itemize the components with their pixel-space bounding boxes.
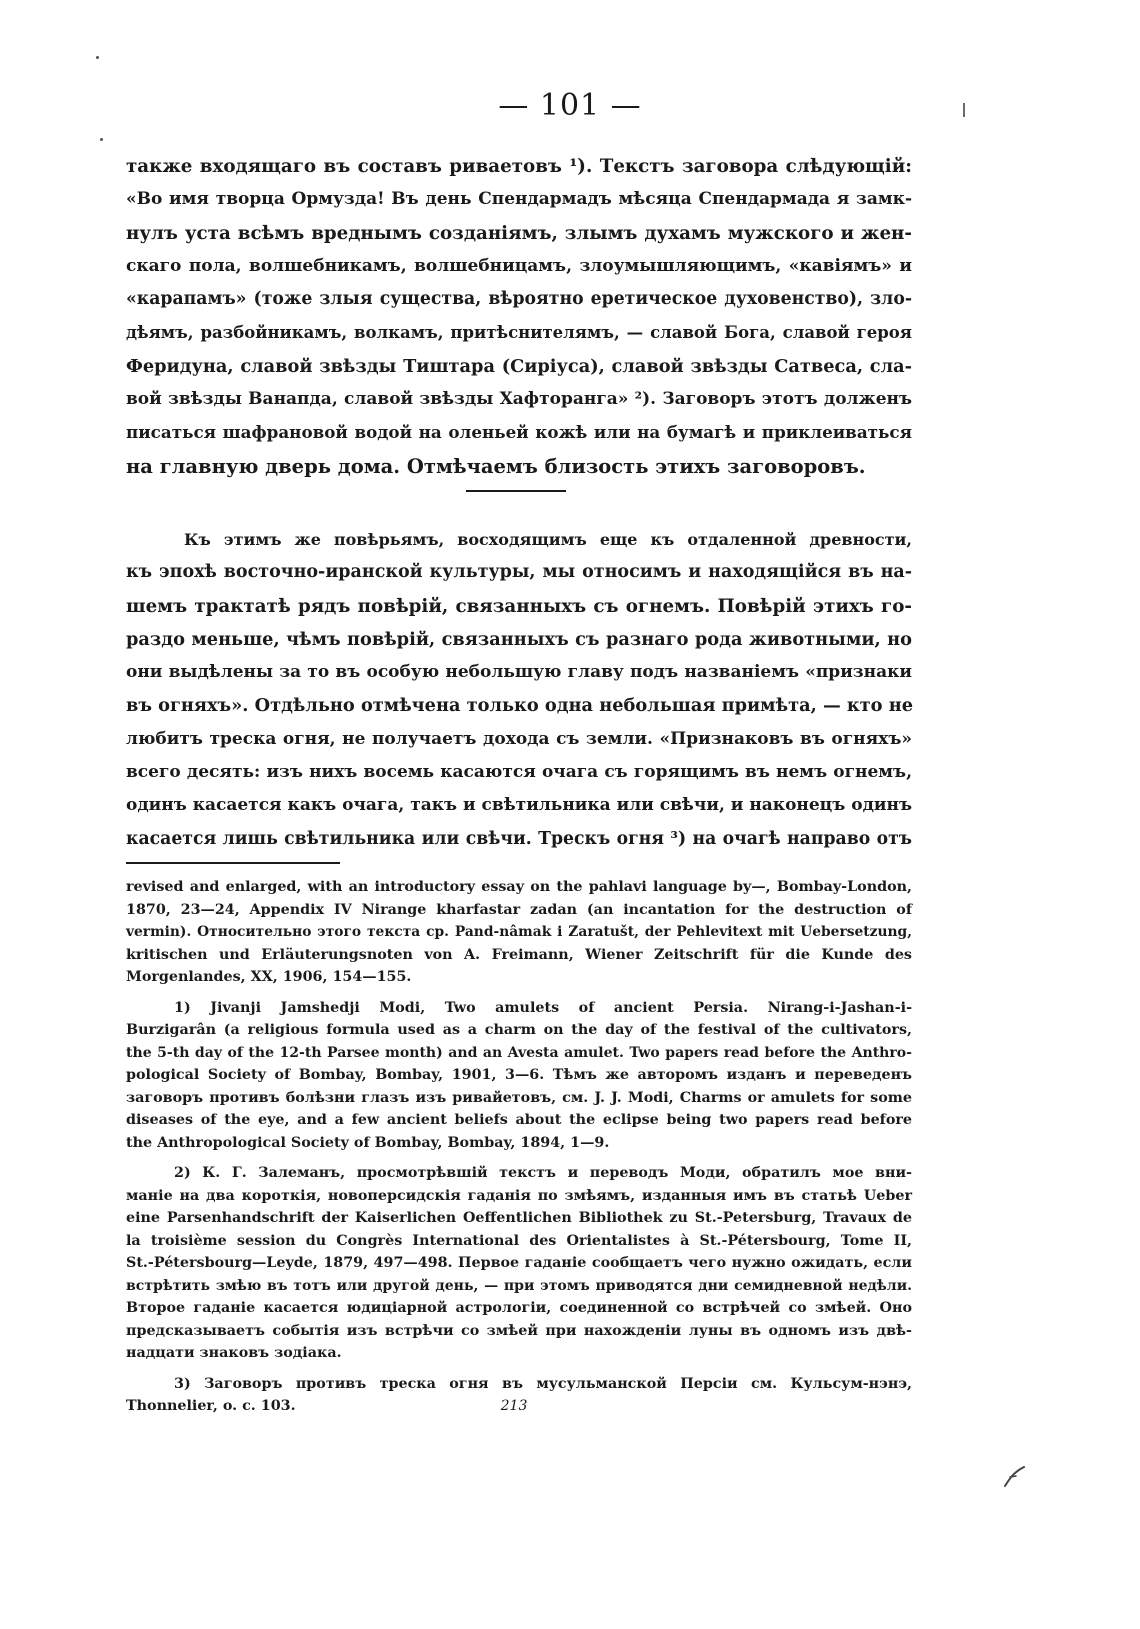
footnote-line: 2) К. Г. Залеманъ, просмотрѣвшій текстъ и переводъ Моди, обратилъ мое вни- xyxy=(174,1165,912,1181)
footnote-line: 1870, 23—24, Appendix IV Nirange kharfastar zadan (an incantation for the destruction of xyxy=(126,901,912,918)
text-line: къ эпохѣ восточно-иранской культуры, мы относимъ и находящійся въ на- xyxy=(126,562,912,583)
footnote-line: pological Society of Bombay, Bombay, 1901, 3—6. Тѣмъ же авторомъ изданъ и переведенъ xyxy=(126,1067,912,1083)
footnote-line: eine Parsenhandschrift der Kaiserlichen Oeffentlichen Bibliothek zu St.-Petersburg, Travaux de xyxy=(126,1210,912,1226)
text-line: на главную дверь дома. Отмѣчаемъ близость этихъ заговоровъ. xyxy=(126,454,866,478)
footnote-divider xyxy=(126,862,340,864)
text-line: Къ этимъ же повѣрьямъ, восходящимъ еще къ отдаленной древности, xyxy=(184,530,912,549)
footnote-line: vermin). Относительно этого текста ср. Pand-nâmak i Zaratušt, der Pehlevitext mit Uebersetzung, xyxy=(126,924,912,940)
text-line: одинъ касается какъ очага, такъ и свѣтильника или свѣчи, и наконецъ одинъ xyxy=(126,795,912,816)
text-line: Феридуна, славой звѣзды Тиштара (Сиріуса), славой звѣзды Сатвеса, сла- xyxy=(126,355,912,377)
text-line: раздо меньше, чѣмъ повѣрій, связанныхъ съ разнаго рода животными, но xyxy=(126,628,912,650)
text-line: въ огняхъ». Отдѣльно отмѣчена только одна небольшая примѣта, — кто не xyxy=(126,695,913,717)
paragraph-2 xyxy=(126,523,912,856)
footnote-line: 3) Заговоръ противъ треска огня въ мусульманской Персіи см. Кульсум-нэнэ, xyxy=(174,1375,912,1392)
paragraph-1 xyxy=(126,150,912,483)
text-line: вой звѣзды Ванапда, славой звѣзды Хафторанга» ²). Заговоръ этотъ долженъ xyxy=(126,389,912,410)
section-divider xyxy=(466,490,566,492)
text-line: любитъ треска огня, не получаетъ дохода съ земли. «Признаковъ въ огняхъ» xyxy=(126,728,912,749)
text-line: шемъ трактатѣ рядъ повѣрій, связанныхъ съ огнемъ. Повѣрій этихъ го- xyxy=(126,595,912,617)
text-line: всего десять: изъ нихъ восемь касаются очага съ горящимъ въ немъ огнемъ, xyxy=(126,762,912,783)
footnote-continued xyxy=(126,876,912,989)
scan-speck xyxy=(96,56,99,59)
footnote-line: Thonnelier, o. c. 103. xyxy=(126,1398,296,1414)
text-line: «карапамъ» (тоже злыя существа, вѣроятно еретическое духовенство), зло- xyxy=(126,289,912,310)
footnote-2 xyxy=(126,1162,912,1365)
text-line: «Во имя творца Ормузда! Въ день Спендармадъ мѣсяца Спендармада я замк- xyxy=(126,189,912,210)
footnote-line: Morgenlandes, XX, 1906, 154—155. xyxy=(126,969,412,985)
footnote-line: встрѣтить змѣю въ тотъ или другой день, — при этомъ приводятся дни семидневной недѣли. xyxy=(126,1277,912,1294)
footnote-line: St.-Pétersbourg—Leyde, 1879, 497—498. Первое гаданіе сообщаетъ чего нужно ожидать, если xyxy=(126,1255,912,1271)
footnote-1 xyxy=(126,997,912,1155)
footnote-line: Второе гаданіе касается юдиціарной астрологіи, соединенной со встрѣчей со змѣей. Оно xyxy=(126,1300,912,1316)
footnote-line: 1) Jivanji Jamshedji Modi, Two amulets of ancient Persia. Nirang-i-Jashan-i- xyxy=(174,999,912,1016)
text-line: также входящаго въ составъ риваетовъ ¹). Текстъ заговора слѣдующій: xyxy=(126,156,912,177)
scan-speck xyxy=(100,138,103,141)
footnote-line: revised and enlarged, with an introductory essay on the pahlavi language by—, Bombay-London, xyxy=(126,879,912,895)
footnote-line: надцати знаковъ зодіака. xyxy=(126,1345,342,1361)
footnote-line: diseases of the eye, and a few ancient beliefs about the eclipse being two papers read before xyxy=(126,1112,912,1128)
text-line: скаго пола, волшебникамъ, волшебницамъ, злоумышляющимъ, «кавіямъ» и xyxy=(126,255,912,276)
pen-mark xyxy=(1002,1464,1028,1488)
footnote-line: the 5-th day of the 12-th Parsee month) and an Avesta amulet. Two papers read before the Anthro- xyxy=(126,1044,912,1061)
footnote-line: la troisième session du Congrès International des Orientalistes à St.-Pétersbourg, Tome II, xyxy=(126,1232,912,1249)
text-line: писаться шафрановой водой на оленьей кожѣ или на бумагѣ и приклеиваться xyxy=(126,422,912,443)
page-number: — 101 — xyxy=(498,88,642,123)
signature-mark: 213 xyxy=(500,1398,528,1414)
footnotes xyxy=(126,876,912,1426)
footnote-line: предсказываетъ событія изъ встрѣчи со змѣей при нахожденіи луны въ одномъ изъ двѣ- xyxy=(126,1322,912,1339)
footnote-line: маніе на два короткія, новоперсидскія гаданія по змѣямъ, изданныя имъ въ статьѣ Ueber xyxy=(126,1187,912,1204)
text-line: они выдѣлены за то въ особую небольшую главу подъ названіемъ «признаки xyxy=(126,662,912,683)
text-line: касается лишь свѣтильника или свѣчи. Трескъ огня ³) на очагѣ направо отъ xyxy=(126,828,912,849)
footnote-line: the Anthropological Society of Bombay, Bombay, 1894, 1—9. xyxy=(126,1134,610,1151)
text-line: дѣямъ, разбойникамъ, волкамъ, притѣснителямъ, — славой Бога, славой героя xyxy=(126,323,912,343)
footnote-line: kritischen und Erläuterungsnoten von A. Freimann, Wiener Zeitschrift für die Kunde des xyxy=(126,946,912,963)
text-line: нулъ уста всѣмъ вреднымъ созданіямъ, злымъ духамъ мужского и жен- xyxy=(126,222,912,244)
footnote-line: заговоръ противъ болѣзни глазъ изъ ривайетовъ, см. J. J. Modi, Charms or amulets for some xyxy=(126,1089,912,1106)
footnote-line: Burzigarân (a religious formula used as a charm on the day of the festival of the cultivators, xyxy=(126,1022,912,1038)
